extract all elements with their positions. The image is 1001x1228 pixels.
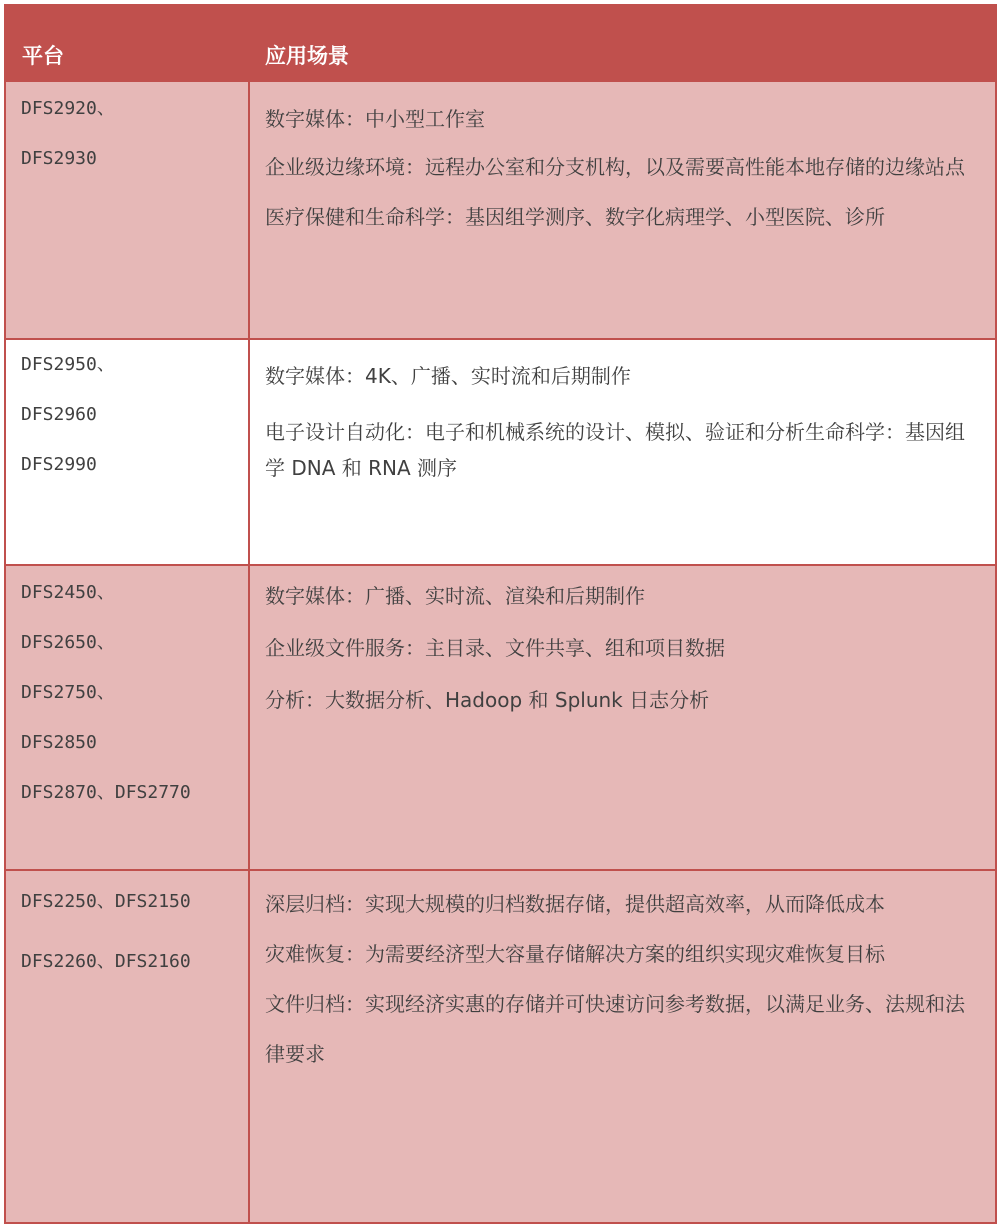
scenario-item: 灾难恢复：为需要经济型大容量存储解决方案的组织实现灾难恢复目标 <box>265 942 885 966</box>
scenario-item: 数字媒体：广播、实时流、渲染和后期制作 <box>265 584 645 608</box>
scenario-item: 分析：大数据分析、Hadoop 和 Splunk 日志分析 <box>265 688 710 712</box>
scenario-item: 文件归档：实现经济实惠的存储并可快速访问参考数据，以满足业务、法规和法律要求 <box>265 992 965 1066</box>
platform-cell <box>21 568 191 818</box>
platform-model: DFS2450、 <box>21 582 115 603</box>
scenario-item: 医疗保健和生命科学：基因组学测序、数字化病理学、小型医院、诊所 <box>265 205 885 229</box>
scenario-cell <box>265 582 977 714</box>
scenario-item: 企业级边缘环境：远程办公室和分支机构，以及需要高性能本地存储的边缘站点 <box>265 155 965 179</box>
platform-model: DFS2920、 <box>21 98 115 119</box>
platform-model: DFS2250、DFS2150 <box>21 891 191 912</box>
platform-scenario-table <box>4 4 997 1224</box>
scenario-cell <box>265 362 977 486</box>
platform-cell <box>21 340 115 490</box>
platform-model: DFS2990 <box>21 454 97 475</box>
platform-model: DFS2750、 <box>21 682 115 703</box>
header-platform: 平台 <box>22 44 64 68</box>
platform-model: DFS2650、 <box>21 632 115 653</box>
platform-model: DFS2260、DFS2160 <box>21 951 191 972</box>
scenario-item: 电子设计自动化：电子和机械系统的设计、模拟、验证和分析生命科学：基因组学 DNA 和 RNA 测序 <box>265 420 965 480</box>
platform-model: DFS2870、DFS2770 <box>21 782 191 803</box>
table-row <box>6 82 995 338</box>
platform-model: DFS2960 <box>21 404 97 425</box>
scenario-cell <box>265 96 977 242</box>
column-divider <box>248 82 250 1222</box>
platform-cell <box>21 878 191 986</box>
scenario-item: 深层归档：实现大规模的归档数据存储，提供超高效率，从而降低成本 <box>265 892 885 916</box>
scenario-item: 数字媒体：4K、广播、实时流和后期制作 <box>265 364 631 388</box>
scenario-item: 数字媒体：中小型工作室 <box>265 107 485 131</box>
scenario-cell <box>265 879 977 1079</box>
platform-model: DFS2850 <box>21 732 97 753</box>
table-row <box>6 869 995 1222</box>
header-scenario: 应用场景 <box>265 44 349 68</box>
table-row <box>6 338 995 564</box>
table-header <box>6 6 995 82</box>
platform-cell <box>21 84 115 184</box>
platform-model: DFS2950、 <box>21 354 115 375</box>
scenario-item: 企业级文件服务：主目录、文件共享、组和项目数据 <box>265 636 725 660</box>
table-row <box>6 564 995 869</box>
platform-model: DFS2930 <box>21 148 97 169</box>
